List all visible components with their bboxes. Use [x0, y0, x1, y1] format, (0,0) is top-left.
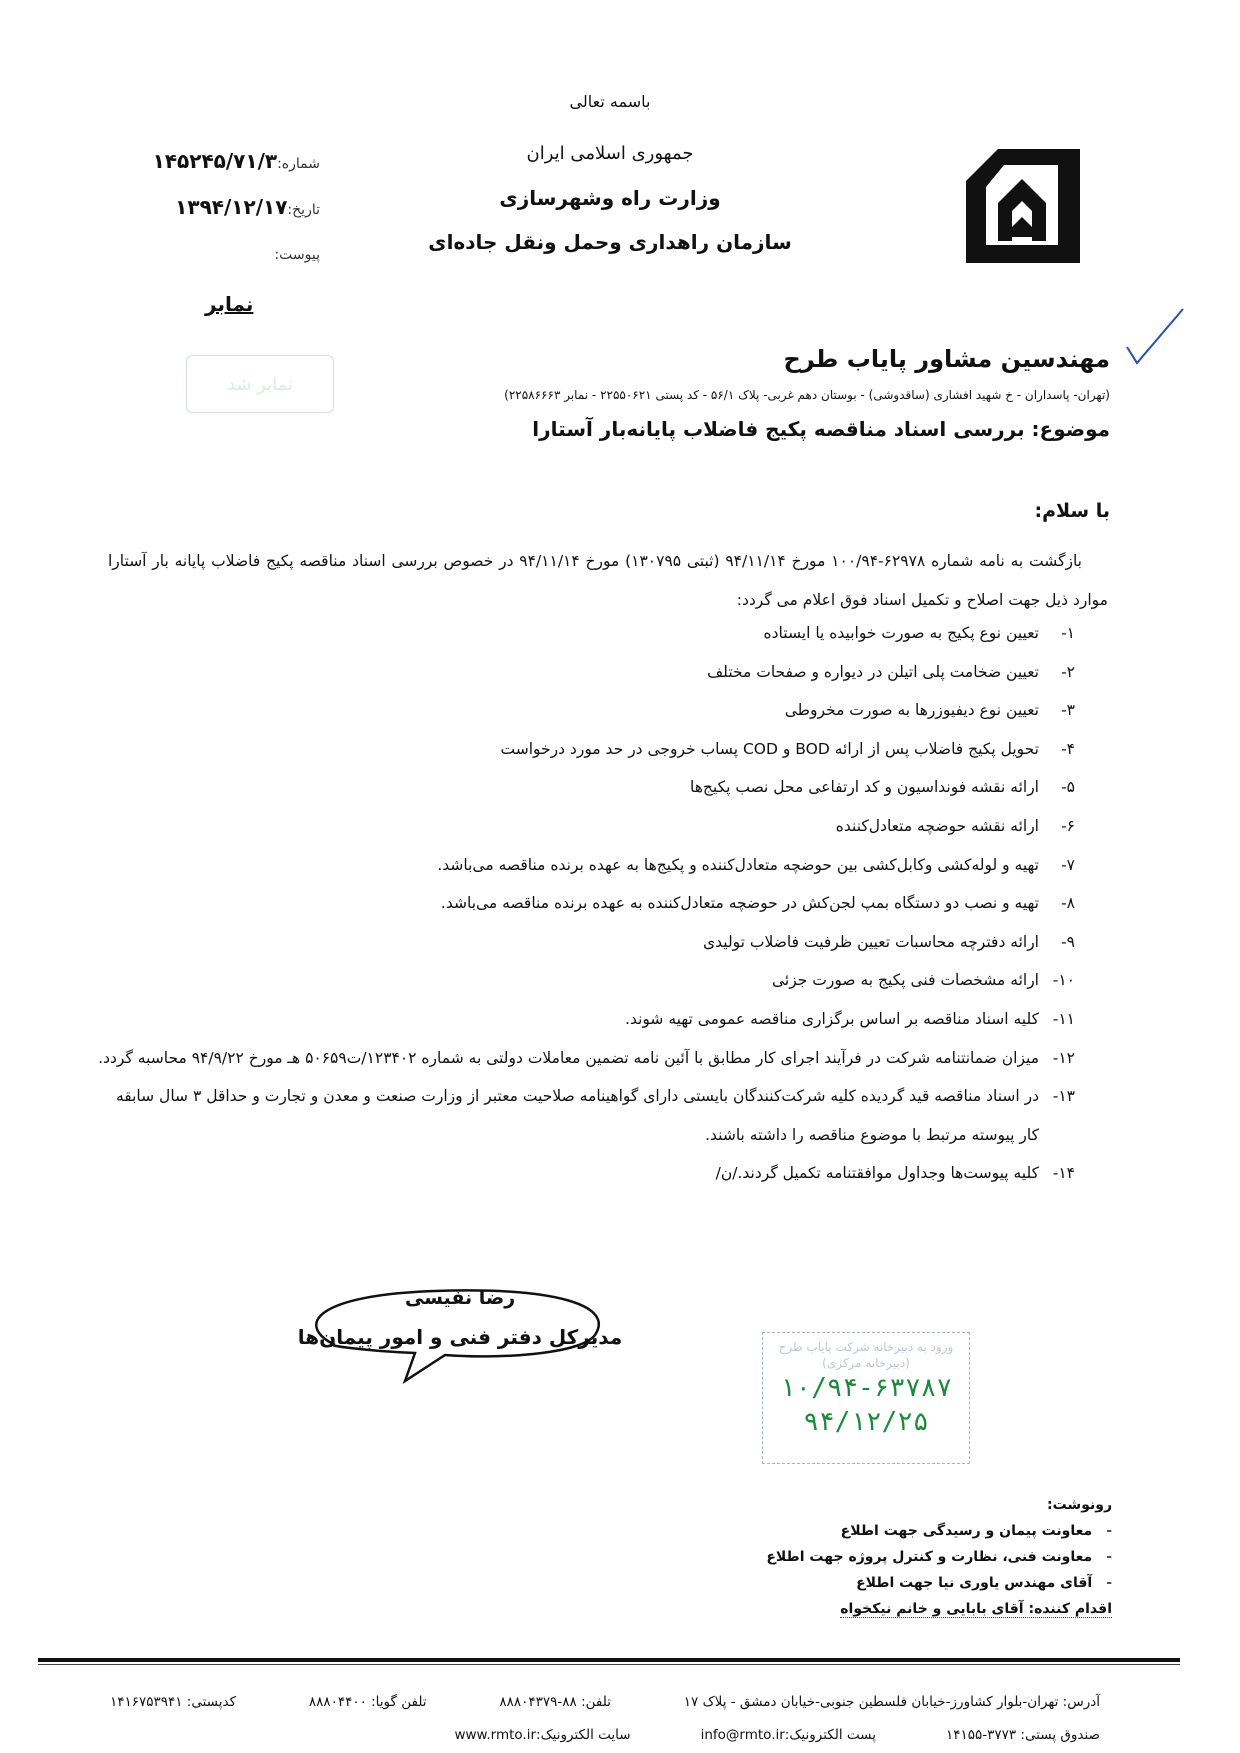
- footer-phone: تلفن: ۸۸-۸۸۸۰۴۳۷۹: [499, 1694, 611, 1710]
- country-name: جمهوری اسلامی ایران: [526, 143, 694, 164]
- website-link[interactable]: www.rmto.ir: [454, 1727, 537, 1743]
- item-number: ۱۴-: [1052, 1164, 1075, 1183]
- item-text: تعیین ضخامت پلی اتیلن در دیواره و صفحات مختلف: [707, 662, 1039, 681]
- item-text: ارائه مشخصات فنی پکیج به صورت جزئی: [772, 971, 1039, 990]
- recipient-address: (تهران- پاسداران - خ شهید افشاری (ساقدوشی) - بوستان دهم غربی- پلاک ۵۶/۱ - کد پستی ۲۲۵۵۰۶۲۱ - نمابر ۲۲۵۸۶۶۶۳): [504, 388, 1110, 402]
- item-text: میزان ضمانتنامه شرکت در فرآیند اجرای کار مطابق با آئین نامه تضمین معاملات دولتی به شماره ۱۲۳۴۰۲/ت۵۰۶۵۹ هـ مورخ ۹۴/۹/۲۲ محاسبه گردد.: [98, 1048, 1039, 1067]
- rmto-logo: [958, 141, 1088, 271]
- cc-item: -آقای مهندس یاوری نیا جهت اطلاع: [856, 1575, 1112, 1591]
- footer-po-box: صندوق پستی: ۳۷۷۳-۱۴۱۵۵: [945, 1727, 1100, 1743]
- letter-number: ۱۴۵۲۴۵/۷۱/۳: [152, 149, 278, 173]
- website-label: سایت الکترونیک:: [536, 1727, 631, 1743]
- stamp-header: ورود به دبیرخانه شرکت پایاب طرح (دبیرخانه مرکزی): [778, 1340, 954, 1370]
- item-text: تعیین نوع دیفیوزرها به صورت مخروطی: [784, 701, 1039, 720]
- fax-label: نمابر: [205, 292, 254, 316]
- list-item: [95, 846, 1075, 885]
- item-text: تهیه و لوله‌کشی وکابل‌کشی بین حوضچه متعادل‌کننده و پکیج‌ها به عهده برنده مناقصه می‌باشد.: [437, 855, 1039, 874]
- item-text: ارائه نقشه فونداسیون و کد ارتفاعی محل نصب پکیج‌ها: [690, 778, 1039, 797]
- signatory-name: رضا نفیسی: [405, 1287, 516, 1309]
- cc-title: رونوشت:: [1047, 1497, 1112, 1513]
- cc-item: -معاونت پیمان و رسیدگی جهت اطلاع: [840, 1523, 1112, 1539]
- action-by: اقدام کننده: آقای بابایی و خانم نیکخواه: [840, 1601, 1112, 1617]
- subject: موضوع: بررسی اسناد مناقصه پکیج فاضلاب پایانه‌بار آستارا: [532, 417, 1110, 441]
- cc-item-text: آقای مهندس یاوری نیا جهت اطلاع: [856, 1575, 1093, 1591]
- email-label: پست الکترونیک:: [784, 1727, 876, 1743]
- email-link[interactable]: info@rmto.ir: [700, 1727, 785, 1743]
- footer-voice-phone: تلفن گویا: ۸۸۸۰۴۴۰۰: [308, 1694, 427, 1710]
- item-text: کلیه پیوست‌ها وجداول موافقتنامه تکمیل گردند./ن/: [715, 1164, 1039, 1183]
- list-item: [95, 923, 1075, 962]
- item-list: [95, 614, 1075, 1193]
- item-number: ۹-: [1061, 932, 1075, 951]
- list-item: [95, 807, 1075, 846]
- item-number: ۲-: [1061, 662, 1075, 681]
- letter-body: [108, 542, 1108, 620]
- stamp-number: ۱۰/۹۴-۶۳۷۸۷: [779, 1373, 953, 1403]
- letter-meta: [110, 140, 320, 277]
- list-item: [95, 653, 1075, 692]
- item-number: ۴-: [1061, 739, 1075, 758]
- list-item: [95, 730, 1075, 769]
- footer-divider: [38, 1658, 1180, 1662]
- list-item: [95, 1000, 1075, 1039]
- organization-name: سازمان راهداری وحمل ونقل جاده‌ای: [428, 230, 792, 254]
- list-item: [95, 884, 1075, 923]
- item-text: تحویل پکیج فاضلاب پس از ارائه BOD و COD پساب خروجی در حد مورد درخواست: [500, 739, 1039, 758]
- checkmark-icon: [1125, 305, 1185, 379]
- list-item: [95, 1039, 1075, 1078]
- footer-postal-code: کدپستی: ۱۴۱۶۷۵۳۹۴۱: [110, 1694, 236, 1710]
- item-text: تهیه و نصب دو دستگاه بمپ لجن‌کش در حوضچه متعادل‌کننده به عهده برنده مناقصه می‌باشد.: [440, 894, 1039, 913]
- footer: [110, 1686, 1100, 1752]
- footer-address: آدرس: تهران-بلوار کشاورز-خیابان فلسطین جنوبی-خیابان دمشق - پلاک ۱۷: [683, 1694, 1100, 1710]
- cc-item: -معاونت فنی، نظارت و کنترل پروژه جهت اطلاع: [766, 1549, 1112, 1565]
- footer-divider-thin: [38, 1664, 1180, 1665]
- list-item: [95, 691, 1075, 730]
- number-label: شماره:: [277, 156, 320, 172]
- list-item: [95, 614, 1075, 653]
- item-text: تعیین نوع پکیج به صورت خوابیده یا ایستاده: [763, 624, 1039, 642]
- item-number: ۷-: [1061, 855, 1075, 874]
- letter-date: ۱۳۹۴/۱۲/۱۷: [175, 195, 288, 219]
- item-text: ارائه دفترچه محاسبات تعیین ظرفیت فاضلاب تولیدی: [703, 932, 1039, 951]
- basmala: باسمه تعالی: [569, 92, 651, 111]
- item-number: ۱۰-: [1052, 971, 1075, 990]
- item-number: ۸-: [1061, 894, 1075, 913]
- item-number: ۱-: [1061, 624, 1075, 642]
- item-text: کلیه اسناد مناقصه بر اساس برگزاری مناقصه عمومی تهیه شوند.: [625, 1009, 1039, 1028]
- item-text: ارائه نقشه حوضچه متعادل‌کننده: [835, 816, 1039, 835]
- item-number: ۱۱-: [1052, 1009, 1075, 1028]
- list-item: [95, 1154, 1075, 1193]
- stamp-date: ۹۴/۱۲/۲۵: [803, 1407, 929, 1437]
- item-number: ۱۲-: [1052, 1048, 1075, 1067]
- ministry-name: وزارت راه وشهرسازی: [499, 186, 721, 210]
- list-item: [95, 1077, 1075, 1154]
- carbon-copy: [766, 1492, 1112, 1622]
- signatory-title: مدیرکل دفتر فنی و امور پیمان‌ها: [297, 1325, 623, 1349]
- recipient-name: مهندسین مشاور پایاب طرح: [783, 345, 1110, 373]
- cc-item-text: معاونت فنی، نظارت و کنترل پروژه جهت اطلاع: [766, 1549, 1093, 1565]
- item-number: ۳-: [1061, 701, 1075, 720]
- attachment-label: پیوست:: [274, 247, 320, 263]
- signature-block: [295, 1285, 625, 1375]
- item-number: ۶-: [1061, 816, 1075, 835]
- list-item: [95, 961, 1075, 1000]
- item-text: در اسناد مناقصه قید گردیده کلیه شرکت‌کنندگان بایستی دارای گواهینامه صلاحیت معتبر از وزارت صنعت و معدن و تجارت و حداقل ۳ سال سابقه کار پیوسته مرتبط با موضوع مناقصه را داشته باشند.: [115, 1087, 1039, 1144]
- cc-item-text: معاونت پیمان و رسیدگی جهت اطلاع: [840, 1523, 1093, 1539]
- letterhead: [380, 132, 840, 264]
- item-number: ۱۳-: [1052, 1087, 1075, 1106]
- fax-sent-stamp: نمابر شد: [186, 355, 334, 413]
- greeting: با سلام:: [1034, 500, 1110, 522]
- item-number: ۵-: [1061, 778, 1075, 797]
- body-paragraph: بازگشت به نامه شماره ۶۲۹۷۸-۱۰۰/۹۴ مورخ ۹۴/۱۱/۱۴ (ثبتی ۱۳۰۷۹۵) مورخ ۹۴/۱۱/۱۴ در خصوص بررسی اسناد مناقصه پکیج فاضلاب پایانه بار آستارا موارد ذیل جهت اصلاح و تکمیل اسناد فوق اعلام می گردد:: [108, 552, 1108, 609]
- list-item: [95, 768, 1075, 807]
- date-label: تاریخ:: [287, 202, 320, 218]
- receipt-stamp: [762, 1332, 970, 1464]
